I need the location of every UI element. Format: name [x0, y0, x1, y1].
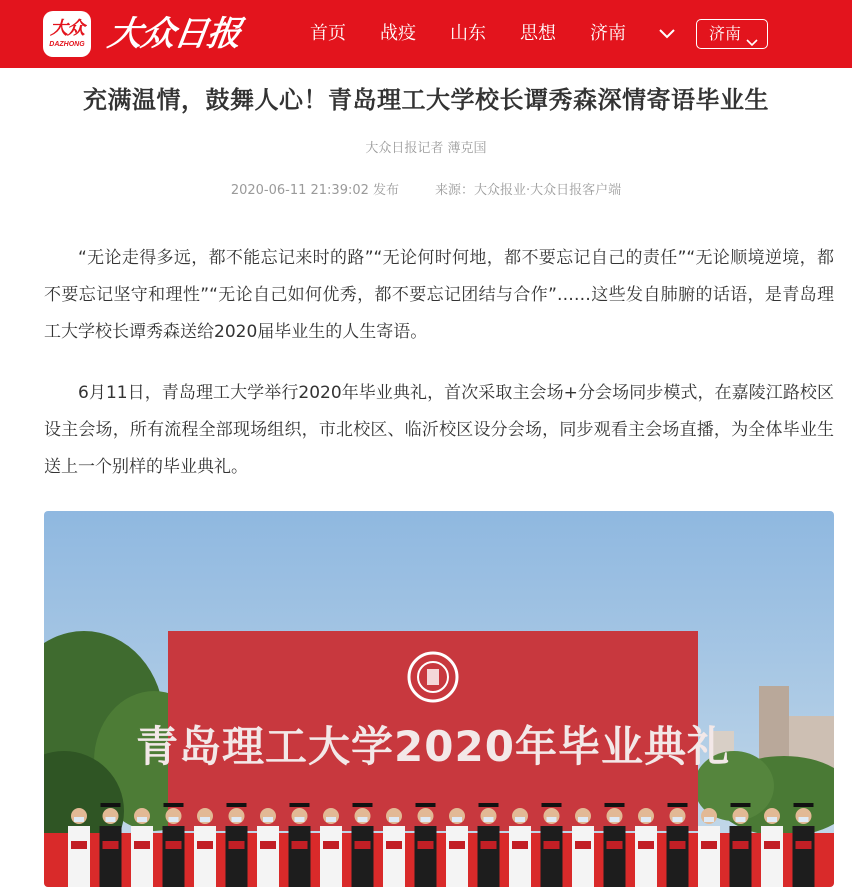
city-select-value: 济南 [709, 24, 742, 43]
top-navigation-bar [0, 0, 852, 68]
main-nav [0, 0, 852, 68]
article-paragraph: 6月11日，青岛理工大学举行2020年毕业典礼，首次采取主会场+分会场同步模式，在嘉陵江路校区设主会场，所有流程全部现场组织，市北校区、临沂校区设分会场，同步观看主会场直播，为全体毕业生送上一个别样的毕业典礼。 [44, 383, 834, 477]
nav-item-thought[interactable]: 思想 [520, 23, 556, 44]
article-paragraph: “无论走得多远，都不能忘记来时的路”“无论何时何地，都不要忘记自己的责任”“无论顺境逆境，都不要忘记坚守和理性”“无论自己如何优秀，都不要忘记团结与合作”……这些发自肺腑的话语，是青岛理工大学校长谭秀森送给2020届毕业生的人生寄语。 [44, 248, 834, 342]
logo-english: DAZHONG [49, 40, 85, 48]
article-photo [44, 511, 834, 887]
article-meta [0, 181, 852, 201]
article-byline: 大众日报记者 薄克国 [365, 141, 487, 156]
chevron-down-icon[interactable] [655, 22, 679, 46]
graduation-ceremony-photo [44, 511, 834, 887]
logo-glyph: 大众 [50, 17, 84, 39]
banner-text: 青岛理工大学2020年毕业典礼 [136, 722, 730, 771]
nav-item-jinan[interactable]: 济南 [590, 23, 626, 44]
nav-item-home[interactable]: 首页 [310, 23, 346, 44]
article-source: 来源：大众报业·大众日报客户端 [435, 183, 622, 198]
publish-time: 2020-06-11 21:39:02 发布 [230, 183, 400, 198]
city-select[interactable] [696, 19, 768, 49]
chevron-down-icon [746, 29, 758, 39]
nav-item-epidemic[interactable]: 战疫 [380, 23, 416, 44]
brand-wordmark[interactable]: 大众日报 [105, 14, 243, 54]
nav-item-shandong[interactable]: 山东 [450, 23, 486, 44]
article-title: 充满温情，鼓舞人心！青岛理工大学校长谭秀森深情寄语毕业生 [83, 86, 769, 114]
